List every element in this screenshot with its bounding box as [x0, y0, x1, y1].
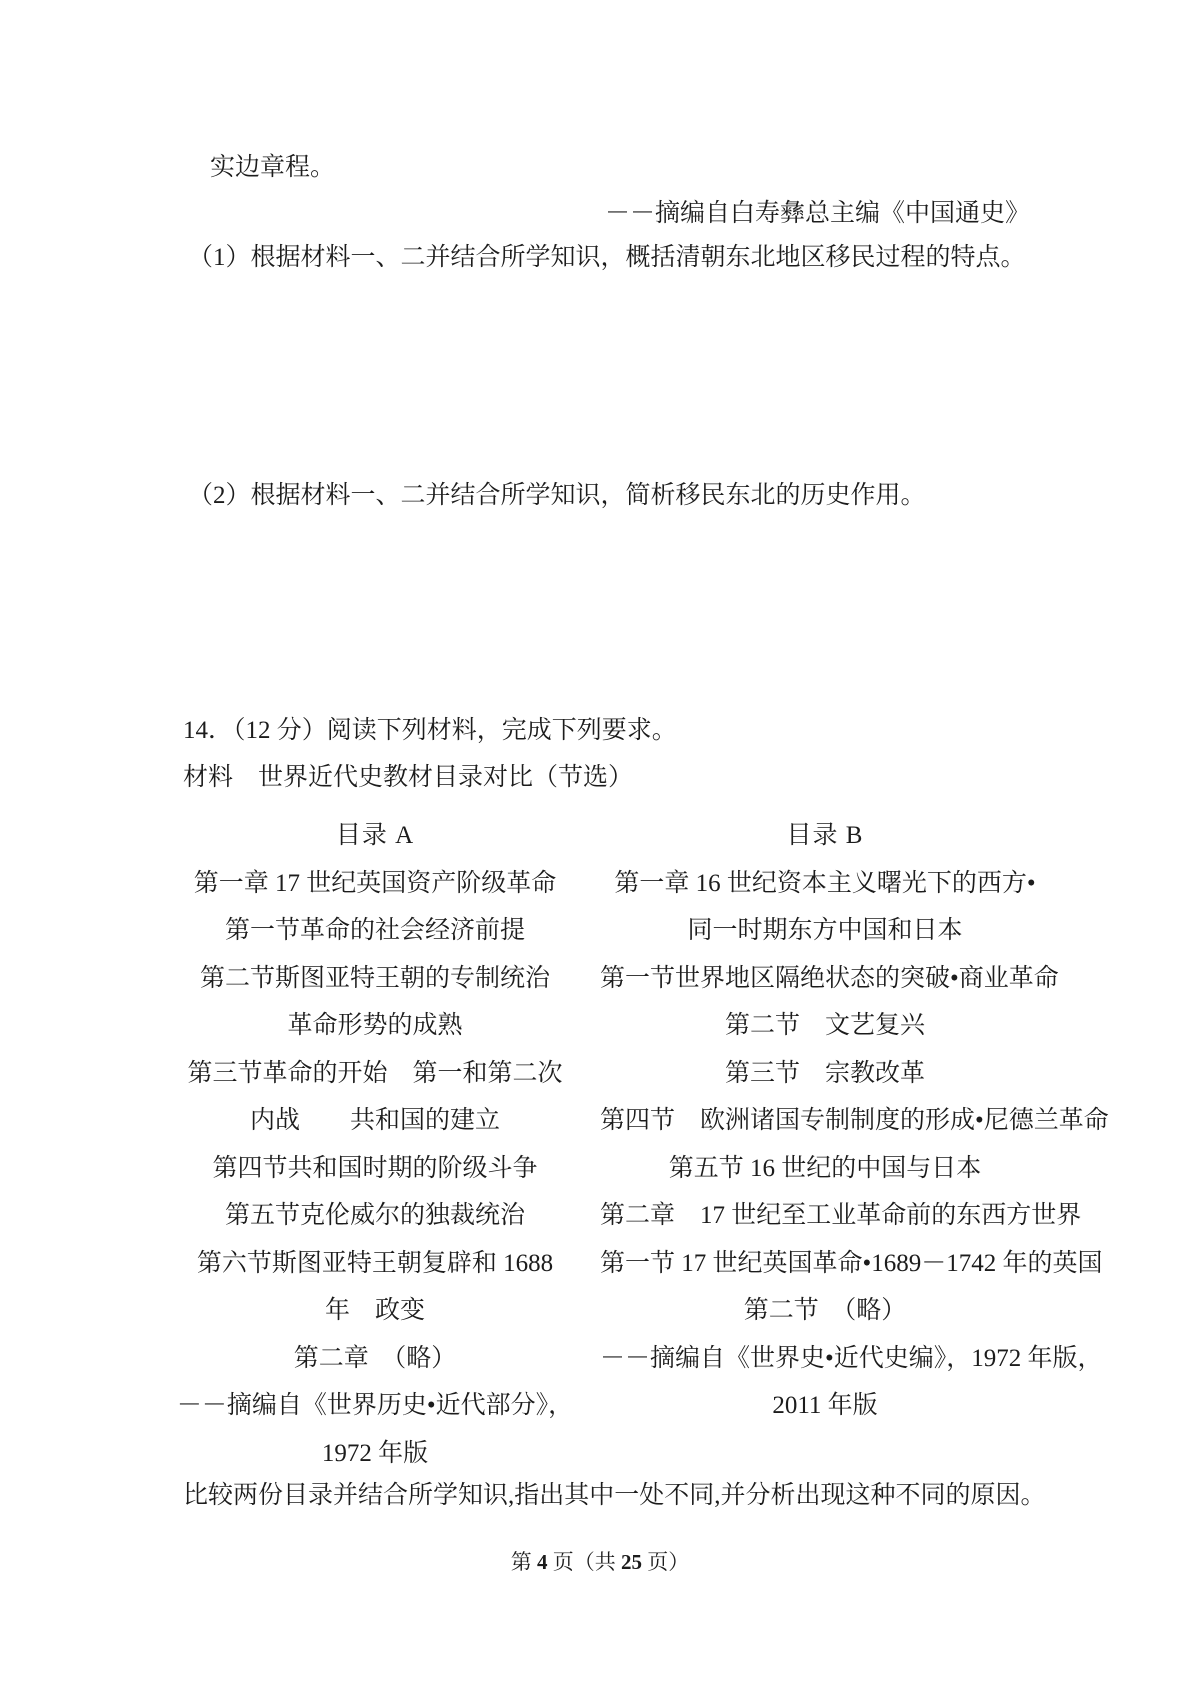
page-footer	[0, 1548, 1200, 1577]
paragraph-continuation-line: 实边章程。	[210, 154, 336, 181]
catalog-row	[150, 1287, 1050, 1335]
material-title: 材料 世界近代史教材目录对比（节选）	[183, 764, 634, 791]
catalog-cell-left: 年 政变	[324, 1297, 425, 1324]
catalog-cell-right: 第一章 16 世纪资本主义曙光下的西方•	[614, 869, 1036, 897]
catalog-comparison-table	[150, 812, 1109, 1477]
catalog-row	[150, 1382, 1050, 1430]
catalog-header-a: 目录 A	[335, 822, 415, 849]
catalog-cell-left: －－摘编自《世界历史•近代部分》，	[176, 1392, 574, 1419]
catalog-cell-right: －－摘编自《世界史•近代史编》，1972 年版，	[600, 1344, 1103, 1372]
catalog-cell-left: 第一章 17 世纪英国资产阶级革命	[193, 869, 557, 897]
catalog-cell-left: 第二节斯图亚特王朝的专制统治	[199, 964, 550, 992]
catalog-row	[150, 1240, 1103, 1288]
catalog-cell-left: 第五节克伦威尔的独裁统治	[224, 1202, 525, 1229]
catalog-row	[150, 955, 1059, 1003]
catalog-row	[150, 1002, 1050, 1050]
catalog-cell-left: 第一节革命的社会经济前提	[224, 917, 525, 944]
catalog-row	[150, 1145, 1050, 1193]
catalog-cell-right: 同一时期东方中国和日本	[687, 917, 963, 944]
catalog-row	[150, 1097, 1109, 1145]
catalog-cell-right: 第四节 欧洲诸国专制制度的形成•尼德兰革命	[600, 1107, 1109, 1134]
catalog-row	[150, 1335, 1103, 1383]
catalog-cell-right: 第一节世界地区隔绝状态的突破•商业革命	[600, 964, 1059, 992]
question-2-text: （2）根据材料一、二并结合所学知识，简析移民东北的历史作用。	[188, 482, 926, 509]
catalog-cell-left: 第二章 （略）	[293, 1344, 457, 1372]
catalog-header-row	[150, 812, 1050, 860]
footer-page-number: 4	[537, 1550, 548, 1574]
catalog-header-b: 目录 B	[786, 822, 864, 849]
catalog-row	[150, 907, 1050, 955]
question-14-heading: 14．（12 分）阅读下列材料，完成下列要求。	[183, 717, 677, 744]
catalog-cell-left: 革命形势的成熟	[287, 1012, 463, 1039]
catalog-row	[150, 1430, 1050, 1478]
catalog-cell-right: 第一节 17 世纪英国革命•1689－1742 年的英国	[600, 1249, 1103, 1277]
question-1-text: （1）根据材料一、二并结合所学知识，概括清朝东北地区移民过程的特点。	[188, 244, 1026, 271]
catalog-cell-left: 1972 年版	[321, 1439, 429, 1467]
catalog-cell-right: 第五节 16 世纪的中国与日本	[668, 1154, 982, 1182]
source-citation: －－摘编自白寿彝总主编《中国通史》	[604, 200, 1030, 227]
catalog-cell-left: 第三节革命的开始 第一和第二次	[187, 1059, 563, 1087]
catalog-row	[150, 860, 1050, 908]
catalog-cell-left: 内战 共和国的建立	[249, 1107, 500, 1134]
footer-middle: 页（共	[552, 1550, 616, 1574]
catalog-cell-right: 第二章 17 世纪至工业革命前的东西方世界	[600, 1202, 1082, 1229]
catalog-cell-right: 第二节 （略）	[743, 1297, 907, 1324]
question-14-task: 比较两份目录并结合所学知识,指出其中一处不同,并分析出现这种不同的原因。	[183, 1482, 1046, 1509]
catalog-cell-left: 第六节斯图亚特王朝复辟和 1688	[196, 1249, 554, 1277]
catalog-cell-right: 第三节 宗教改革	[724, 1059, 925, 1087]
catalog-cell-left: 第四节共和国时期的阶级斗争	[212, 1154, 538, 1182]
footer-suffix: 页）	[647, 1550, 690, 1574]
catalog-row	[150, 1050, 1050, 1098]
catalog-row	[150, 1192, 1082, 1240]
footer-prefix: 第	[510, 1550, 532, 1574]
footer-total-pages: 25	[621, 1550, 642, 1574]
catalog-cell-right	[600, 1430, 1050, 1478]
catalog-cell-right: 第二节 文艺复兴	[724, 1012, 925, 1039]
catalog-cell-right: 2011 年版	[772, 1392, 878, 1419]
